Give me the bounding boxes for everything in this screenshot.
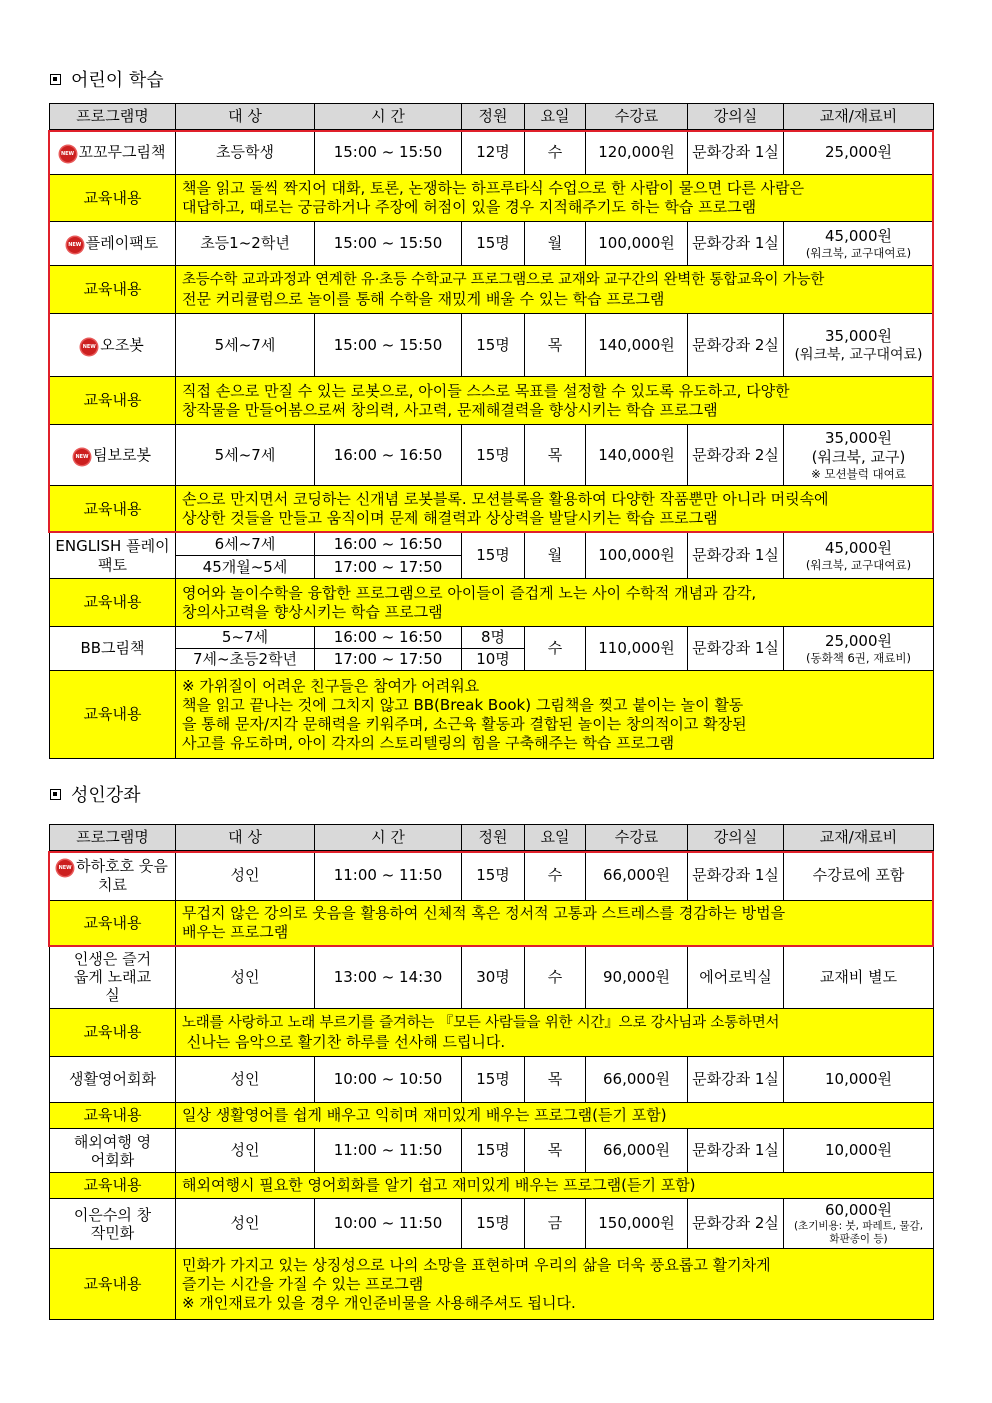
time-cell: 16:00 ~ 16:50 — [315, 425, 462, 486]
header-cell: 교재/재료비 — [784, 825, 934, 851]
desc-line: 손으로 만지면서 코딩하는 신개념 로봇블록. 모션블록을 활용하여 다양한 작품뿐만 아니라 머릿속에 — [182, 490, 829, 508]
target-cell: 성인 — [176, 1057, 315, 1103]
desc-line: 노래를 사랑하고 노래 부르기를 즐겨하는 『모든 사람들을 위한 시간』으로 강사님과 소통하면서 — [182, 1014, 780, 1031]
header-cell: 대 상 — [176, 104, 315, 130]
desc-label: 교육내용 — [50, 1009, 176, 1057]
kids-table — [49, 103, 934, 759]
desc-row — [50, 266, 934, 314]
room-cell: 에어로빅실 — [688, 946, 784, 1009]
room-cell: 문화강좌 1실 — [688, 627, 784, 671]
capacity-cell: 15명 — [462, 314, 525, 377]
material-cell — [784, 1199, 934, 1249]
time-cell: 15:00 ~ 15:50 — [315, 130, 462, 175]
header-cell: 수강료 — [586, 825, 688, 851]
desc-line: ※ 개인재료가 있을 경우 개인준비물을 사용해주셔도 됩니다. — [182, 1293, 576, 1312]
capacity-cell: 8명 — [462, 627, 525, 649]
capacity-cell: 15명 — [462, 222, 525, 266]
adult-table — [49, 824, 934, 1320]
material-cell — [784, 425, 934, 486]
desc-row — [50, 486, 934, 533]
capacity-cell: 12명 — [462, 130, 525, 175]
program-name: 해외여행 영어회화 — [50, 1129, 176, 1173]
program-name — [50, 222, 176, 266]
day-cell: 월 — [525, 222, 586, 266]
square-bullet-icon — [50, 74, 61, 85]
room-cell: 문화강좌 1실 — [688, 533, 784, 579]
material-cell: 10,000원 — [784, 1129, 934, 1173]
desc-cell — [176, 1009, 934, 1057]
header-cell: 수강료 — [586, 104, 688, 130]
table-header-row — [50, 825, 934, 851]
desc-line: 창작물을 만들어봄으로써 창의력, 사고력, 문제해결력을 향상시키는 학습 프로그램 — [182, 400, 718, 419]
program-name-text: 팀보로봇 — [93, 445, 151, 464]
capacity-cell: 15명 — [462, 851, 525, 901]
material-cell: 교재비 별도 — [784, 946, 934, 1009]
program-name: ENGLISH 플레이팩토 — [50, 533, 176, 579]
desc-line: 을 통해 문자/지각 문해력을 키워주며, 소근육 활동과 결합된 놀이는 창의적이고 확장된 — [182, 714, 747, 733]
desc-label: 교육내용 — [50, 671, 176, 759]
table-row — [50, 314, 934, 377]
time-cell: 16:00 ~ 16:50 — [315, 627, 462, 649]
header-cell: 요일 — [525, 825, 586, 851]
material-note: (워크북, 교구) — [811, 448, 906, 466]
capacity-cell: 10명 — [462, 649, 525, 671]
desc-line: 신나는 음악으로 활기찬 하루를 선사해 드립니다. — [182, 1032, 506, 1051]
desc-label: 교육내용 — [50, 486, 176, 533]
header-cell: 정원 — [462, 104, 525, 130]
room-cell: 문화강좌 2실 — [688, 1199, 784, 1249]
header-cell: 프로그램명 — [50, 825, 176, 851]
table-row — [50, 627, 934, 649]
square-bullet-icon — [50, 789, 61, 800]
room-cell: 문화강좌 1실 — [688, 1129, 784, 1173]
table-row — [50, 533, 934, 556]
fee-cell: 66,000원 — [586, 1057, 688, 1103]
material-note: (초기비용: 붓, 파레트, 물감, 화판종이 등) — [793, 1220, 924, 1245]
desc-label: 교육내용 — [50, 266, 176, 314]
program-name — [50, 130, 176, 175]
desc-row — [50, 1173, 934, 1199]
desc-line: 책을 읽고 둘씩 짝지어 대화, 토론, 논쟁하는 하프루타식 수업으로 한 사람이 물으면 다른 사람은 — [182, 179, 805, 197]
table-row — [50, 946, 934, 1009]
material-value: 35,000원 — [825, 326, 892, 345]
target-cell: 성인 — [176, 946, 315, 1009]
desc-row — [50, 671, 934, 759]
target-cell: 초등1~2학년 — [176, 222, 315, 266]
desc-line: 민화가 가지고 있는 상징성으로 나의 소망을 표현하며 우리의 삶을 더욱 풍요롭고 활기차게 — [182, 1255, 771, 1274]
target-cell: 초등학생 — [176, 130, 315, 175]
desc-line: 사고를 유도하며, 아이 각자의 스토리텔링의 힘을 구축해주는 학습 프로그램 — [182, 733, 675, 752]
desc-line: 직접 손으로 만질 수 있는 로봇으로, 아이들 스스로 목표를 설정할 수 있도록 유도하고, 다양한 — [182, 381, 790, 400]
desc-line: 대답하고, 때로는 궁금하거나 주장에 허점이 있을 경우 지적해주기도 하는 학습 프로그램 — [182, 198, 757, 216]
material-cell — [784, 314, 934, 377]
header-cell: 시 간 — [315, 104, 462, 130]
desc-label: 교육내용 — [50, 377, 176, 425]
desc-cell — [176, 671, 934, 759]
section-title-adult — [50, 785, 141, 807]
desc-line: 창의사고력을 향상시키는 학습 프로그램 — [182, 602, 443, 621]
fee-cell: 66,000원 — [586, 851, 688, 901]
fee-cell: 140,000원 — [586, 314, 688, 377]
header-cell: 교재/재료비 — [784, 104, 934, 130]
desc-row — [50, 1103, 934, 1129]
program-name: 생활영어회화 — [50, 1057, 176, 1103]
fee-cell: 100,000원 — [586, 533, 688, 579]
program-name — [50, 851, 176, 901]
material-value: 25,000원 — [825, 632, 892, 650]
day-cell: 월 — [525, 533, 586, 579]
day-cell: 수 — [525, 130, 586, 175]
material-note: ※ 모션블럭 대여료 — [811, 467, 906, 481]
time-cell: 16:00 ~ 16:50 — [315, 533, 462, 556]
capacity-cell: 15명 — [462, 425, 525, 486]
desc-line: 배우는 프로그램 — [182, 923, 289, 941]
table-row — [50, 851, 934, 901]
desc-label: 교육내용 — [50, 1103, 176, 1129]
target-cell: 6세~7세 — [176, 533, 315, 556]
program-name: 이은수의 창작민화 — [50, 1199, 176, 1249]
desc-row — [50, 175, 934, 222]
desc-line: 전문 커리큘럼으로 놀이를 통해 수학을 재밌게 배울 수 있는 학습 프로그램 — [182, 289, 665, 308]
desc-line: 책을 읽고 끝나는 것에 그치지 않고 BB(Break Book) 그림책을 찢고 붙이는 놀이 활동 — [182, 695, 744, 714]
program-name-text: 하하호호 웃음치료 — [76, 856, 168, 894]
header-cell: 정원 — [462, 825, 525, 851]
new-badge-icon: NEW — [74, 449, 90, 465]
room-cell: 문화강좌 1실 — [688, 130, 784, 175]
capacity-cell: 15명 — [462, 1199, 525, 1249]
desc-row — [50, 1009, 934, 1057]
desc-row — [50, 579, 934, 627]
desc-cell — [176, 377, 934, 425]
room-cell: 문화강좌 2실 — [688, 314, 784, 377]
material-value: 45,000원 — [825, 227, 892, 245]
desc-line: ※ 가위질이 어려운 친구들은 참여가 어려워요 — [182, 676, 480, 695]
table-row — [50, 1199, 934, 1249]
time-cell: 11:00 ~ 11:50 — [315, 1129, 462, 1173]
room-cell: 문화강좌 1실 — [688, 1057, 784, 1103]
desc-line: 초등수학 교과과정과 연계한 유·초등 수학교구 프로그램으로 교재와 교구간의 완벽한 통합교육이 가능한 — [182, 271, 825, 288]
program-name-text: 꼬꼬무그림책 — [78, 142, 166, 161]
fee-cell: 100,000원 — [586, 222, 688, 266]
capacity-cell: 15명 — [462, 1057, 525, 1103]
target-cell: 7세~초등2학년 — [176, 649, 315, 671]
material-note: (워크북, 교구대여료) — [805, 246, 912, 260]
time-cell: 10:00 ~ 11:50 — [315, 1199, 462, 1249]
desc-cell — [176, 486, 934, 533]
program-name — [50, 314, 176, 377]
desc-label: 교육내용 — [50, 901, 176, 946]
program-name-text: 플레이팩토 — [85, 234, 159, 252]
table-row — [50, 1057, 934, 1103]
time-cell: 15:00 ~ 15:50 — [315, 314, 462, 377]
desc-line: 일상 생활영어를 쉽게 배우고 익히며 재미있게 배우는 프로그램(듣기 포함) — [182, 1106, 667, 1124]
header-cell: 대 상 — [176, 825, 315, 851]
time-cell: 13:00 ~ 14:30 — [315, 946, 462, 1009]
desc-cell — [176, 175, 934, 222]
desc-cell — [176, 1249, 934, 1320]
program-name — [50, 425, 176, 486]
day-cell: 목 — [525, 314, 586, 377]
fee-cell: 120,000원 — [586, 130, 688, 175]
desc-cell — [176, 901, 934, 946]
desc-label: 교육내용 — [50, 1173, 176, 1199]
header-cell: 강의실 — [688, 104, 784, 130]
material-value: 60,000원 — [825, 1201, 892, 1219]
room-cell: 문화강좌 1실 — [688, 222, 784, 266]
material-cell — [784, 533, 934, 579]
day-cell: 목 — [525, 1057, 586, 1103]
new-badge-icon: NEW — [81, 339, 97, 355]
material-cell — [784, 627, 934, 671]
program-name: 인생은 즐거웁게 노래교실 — [50, 946, 176, 1009]
desc-cell — [176, 579, 934, 627]
material-note: (워크북, 교구대여료) — [805, 558, 912, 572]
table-row — [50, 130, 934, 175]
target-cell: 45개월~5세 — [176, 556, 315, 579]
program-name: BB그림책 — [50, 627, 176, 671]
table-row — [50, 1129, 934, 1173]
header-cell: 요일 — [525, 104, 586, 130]
day-cell: 수 — [525, 946, 586, 1009]
day-cell: 목 — [525, 425, 586, 486]
section-title-kids — [50, 70, 164, 92]
new-badge-icon: NEW — [57, 860, 73, 876]
desc-line: 무겁지 않은 강의로 웃음을 활용하여 신체적 혹은 정서적 고통과 스트레스를 경감하는 방법을 — [182, 904, 786, 922]
table-header-row — [50, 104, 934, 130]
room-cell: 문화강좌 1실 — [688, 851, 784, 901]
desc-cell — [176, 1103, 934, 1129]
capacity-cell: 15명 — [462, 533, 525, 579]
material-cell: 25,000원 — [784, 130, 934, 175]
material-note: (동화책 6권, 재료비) — [805, 651, 912, 665]
desc-row — [50, 1249, 934, 1320]
time-cell: 17:00 ~ 17:50 — [315, 649, 462, 671]
material-cell: 10,000원 — [784, 1057, 934, 1103]
desc-cell — [176, 266, 934, 314]
target-cell: 5세~7세 — [176, 314, 315, 377]
material-cell: 수강료에 포함 — [784, 851, 934, 901]
section-title-text: 어린이 학습 — [71, 70, 164, 91]
material-cell — [784, 222, 934, 266]
new-badge-icon: NEW — [67, 237, 83, 253]
day-cell: 목 — [525, 1129, 586, 1173]
day-cell: 금 — [525, 1199, 586, 1249]
fee-cell: 66,000원 — [586, 1129, 688, 1173]
time-cell: 15:00 ~ 15:50 — [315, 222, 462, 266]
desc-row — [50, 901, 934, 946]
target-cell: 5세~7세 — [176, 425, 315, 486]
fee-cell: 150,000원 — [586, 1199, 688, 1249]
capacity-cell: 15명 — [462, 1129, 525, 1173]
new-badge-icon: NEW — [60, 146, 76, 162]
day-cell: 수 — [525, 627, 586, 671]
time-cell: 10:00 ~ 10:50 — [315, 1057, 462, 1103]
day-cell: 수 — [525, 851, 586, 901]
header-cell: 시 간 — [315, 825, 462, 851]
table-row — [50, 425, 934, 486]
fee-cell: 90,000원 — [586, 946, 688, 1009]
desc-label: 교육내용 — [50, 579, 176, 627]
desc-cell — [176, 1173, 934, 1199]
target-cell: 성인 — [176, 851, 315, 901]
target-cell: 성인 — [176, 1199, 315, 1249]
desc-line: 상상한 것들을 만들고 움직이며 문제 해결력과 상상력을 발달시키는 학습 프로그램 — [182, 509, 718, 527]
desc-row — [50, 377, 934, 425]
desc-line: 해외여행시 필요한 영어회화를 알기 쉽고 재미있게 배우는 프로그램(듣기 포함) — [182, 1176, 696, 1194]
time-cell: 17:00 ~ 17:50 — [315, 556, 462, 579]
target-cell: 성인 — [176, 1129, 315, 1173]
time-cell: 11:00 ~ 11:50 — [315, 851, 462, 901]
target-cell: 5~7세 — [176, 627, 315, 649]
room-cell: 문화강좌 2실 — [688, 425, 784, 486]
material-note: (워크북, 교구대여료) — [794, 346, 923, 363]
desc-line: 영어와 놀이수학을 융합한 프로그램으로 아이들이 즐겁게 노는 사이 수학적 개념과 감각, — [182, 583, 757, 602]
desc-label: 교육내용 — [50, 175, 176, 222]
material-value: 45,000원 — [825, 539, 892, 557]
fee-cell: 140,000원 — [586, 425, 688, 486]
table-row — [50, 222, 934, 266]
fee-cell: 110,000원 — [586, 627, 688, 671]
desc-label: 교육내용 — [50, 1249, 176, 1320]
header-cell: 강의실 — [688, 825, 784, 851]
header-cell: 프로그램명 — [50, 104, 176, 130]
capacity-cell: 30명 — [462, 946, 525, 1009]
section-title-text: 성인강좌 — [71, 785, 141, 806]
desc-line: 즐기는 시간을 가질 수 있는 프로그램 — [182, 1274, 424, 1293]
program-name-text: 오조봇 — [100, 335, 144, 354]
material-value: 35,000원 — [825, 429, 892, 447]
